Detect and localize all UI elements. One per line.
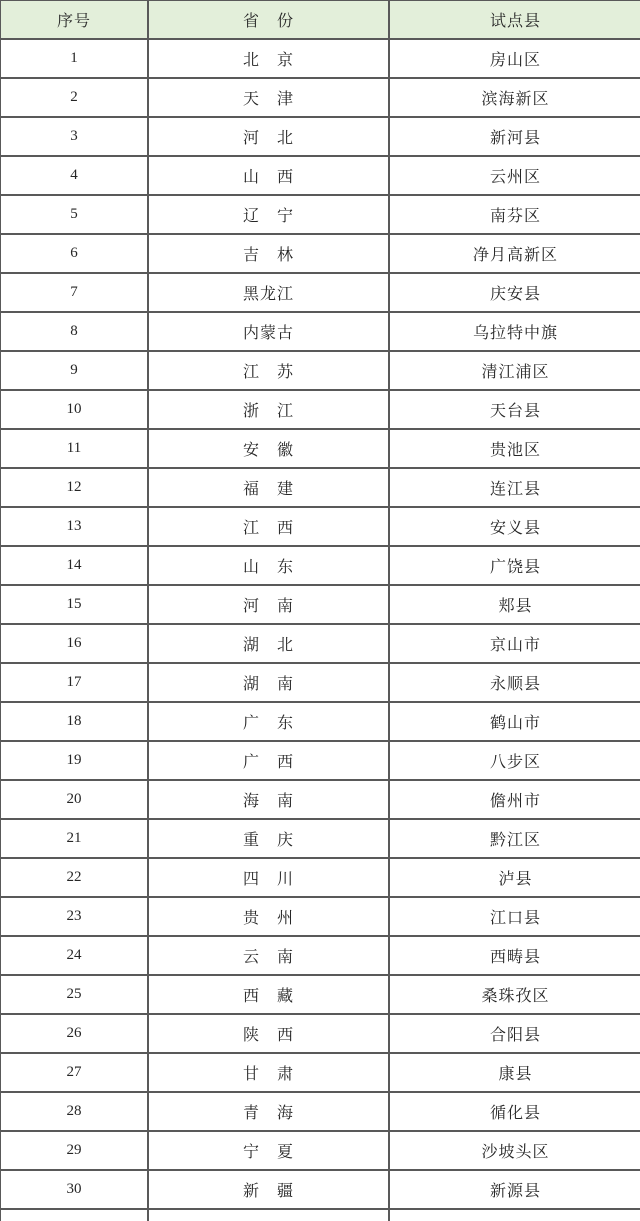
cell-province: 江 西 [148, 507, 389, 546]
partial-row [0, 1209, 640, 1221]
cell-county: 沙坡头区 [389, 1131, 640, 1170]
cell-county: 永顺县 [389, 663, 640, 702]
cell-index: 16 [0, 624, 148, 663]
cell-county: 新源县 [389, 1170, 640, 1209]
cell-index: 11 [0, 429, 148, 468]
cell-index: 22 [0, 858, 148, 897]
cell-index: 18 [0, 702, 148, 741]
cell-index: 28 [0, 1092, 148, 1131]
cell-index: 8 [0, 312, 148, 351]
cell-province: 湖 南 [148, 663, 389, 702]
table-row [0, 1170, 640, 1209]
cell-province: 广 西 [148, 741, 389, 780]
cell-county: 西畴县 [389, 936, 640, 975]
table-row [0, 429, 640, 468]
cell-index: 3 [0, 117, 148, 156]
cell-province: 云 南 [148, 936, 389, 975]
cell-index: 24 [0, 936, 148, 975]
header-cell-county: 试点县 [389, 0, 640, 39]
table-row [0, 858, 640, 897]
cell-index: 12 [0, 468, 148, 507]
cell-province: 湖 北 [148, 624, 389, 663]
cell-county: 江口县 [389, 897, 640, 936]
cell-province: 青 海 [148, 1092, 389, 1131]
cell-county: 郏县 [389, 585, 640, 624]
partial-cell [0, 1209, 148, 1221]
table-row [0, 156, 640, 195]
cell-county: 循化县 [389, 1092, 640, 1131]
cell-county: 鹤山市 [389, 702, 640, 741]
cell-county: 新河县 [389, 117, 640, 156]
cell-county: 泸县 [389, 858, 640, 897]
table-row [0, 390, 640, 429]
table-row [0, 702, 640, 741]
table-body [0, 39, 640, 1221]
cell-province: 辽 宁 [148, 195, 389, 234]
cell-index: 6 [0, 234, 148, 273]
table-row [0, 546, 640, 585]
cell-index: 30 [0, 1170, 148, 1209]
cell-county: 房山区 [389, 39, 640, 78]
table-row [0, 78, 640, 117]
table-row [0, 585, 640, 624]
table-row [0, 897, 640, 936]
cell-county: 康县 [389, 1053, 640, 1092]
table-row [0, 351, 640, 390]
cell-province: 海 南 [148, 780, 389, 819]
cell-province: 安 徽 [148, 429, 389, 468]
cell-county: 南芬区 [389, 195, 640, 234]
cell-county: 八步区 [389, 741, 640, 780]
cell-province: 黑龙江 [148, 273, 389, 312]
table-row [0, 741, 640, 780]
cell-province: 陕 西 [148, 1014, 389, 1053]
cell-county: 合阳县 [389, 1014, 640, 1053]
cell-index: 9 [0, 351, 148, 390]
table-row [0, 1092, 640, 1131]
cell-county: 清江浦区 [389, 351, 640, 390]
cell-province: 重 庆 [148, 819, 389, 858]
table-row [0, 1014, 640, 1053]
cell-county: 贵池区 [389, 429, 640, 468]
cell-index: 27 [0, 1053, 148, 1092]
cell-county: 滨海新区 [389, 78, 640, 117]
cell-province: 天 津 [148, 78, 389, 117]
table-row [0, 39, 640, 78]
cell-county: 广饶县 [389, 546, 640, 585]
table-row [0, 273, 640, 312]
cell-index: 1 [0, 39, 148, 78]
cell-index: 20 [0, 780, 148, 819]
partial-cell [389, 1209, 640, 1221]
cell-province: 新 疆 [148, 1170, 389, 1209]
cell-province: 北 京 [148, 39, 389, 78]
cell-index: 17 [0, 663, 148, 702]
cell-index: 5 [0, 195, 148, 234]
cell-index: 25 [0, 975, 148, 1014]
table-row [0, 1053, 640, 1092]
table-row [0, 117, 640, 156]
partial-cell [148, 1209, 389, 1221]
cell-province: 广 东 [148, 702, 389, 741]
table-row [0, 936, 640, 975]
cell-province: 江 苏 [148, 351, 389, 390]
cell-province: 四 川 [148, 858, 389, 897]
cell-index: 10 [0, 390, 148, 429]
table-row [0, 624, 640, 663]
cell-county: 连江县 [389, 468, 640, 507]
table-row [0, 507, 640, 546]
cell-province: 河 南 [148, 585, 389, 624]
table-row [0, 819, 640, 858]
table-row [0, 312, 640, 351]
cell-province: 贵 州 [148, 897, 389, 936]
table-row [0, 663, 640, 702]
cell-county: 天台县 [389, 390, 640, 429]
cell-index: 23 [0, 897, 148, 936]
cell-province: 山 东 [148, 546, 389, 585]
cell-index: 4 [0, 156, 148, 195]
cell-province: 吉 林 [148, 234, 389, 273]
cell-province: 西 藏 [148, 975, 389, 1014]
cell-county: 乌拉特中旗 [389, 312, 640, 351]
cell-index: 2 [0, 78, 148, 117]
table-row [0, 1131, 640, 1170]
cell-index: 29 [0, 1131, 148, 1170]
cell-province: 山 西 [148, 156, 389, 195]
cell-county: 桑珠孜区 [389, 975, 640, 1014]
cell-index: 26 [0, 1014, 148, 1053]
cell-index: 14 [0, 546, 148, 585]
cell-province: 河 北 [148, 117, 389, 156]
table-row [0, 234, 640, 273]
header-cell-province: 省 份 [148, 0, 389, 39]
cell-province: 内蒙古 [148, 312, 389, 351]
table-row [0, 195, 640, 234]
header-cell-index: 序号 [0, 0, 148, 39]
cell-province: 浙 江 [148, 390, 389, 429]
cell-county: 黔江区 [389, 819, 640, 858]
cell-province: 甘 肃 [148, 1053, 389, 1092]
cell-county: 净月高新区 [389, 234, 640, 273]
table-row [0, 975, 640, 1014]
cell-county: 京山市 [389, 624, 640, 663]
cell-county: 安义县 [389, 507, 640, 546]
table-row [0, 780, 640, 819]
cell-province: 福 建 [148, 468, 389, 507]
cell-county: 儋州市 [389, 780, 640, 819]
cell-index: 19 [0, 741, 148, 780]
cell-county: 庆安县 [389, 273, 640, 312]
header-row [0, 0, 640, 39]
cell-index: 15 [0, 585, 148, 624]
cell-index: 13 [0, 507, 148, 546]
cell-county: 云州区 [389, 156, 640, 195]
cell-index: 7 [0, 273, 148, 312]
table-row [0, 468, 640, 507]
cell-index: 21 [0, 819, 148, 858]
cell-province: 宁 夏 [148, 1131, 389, 1170]
